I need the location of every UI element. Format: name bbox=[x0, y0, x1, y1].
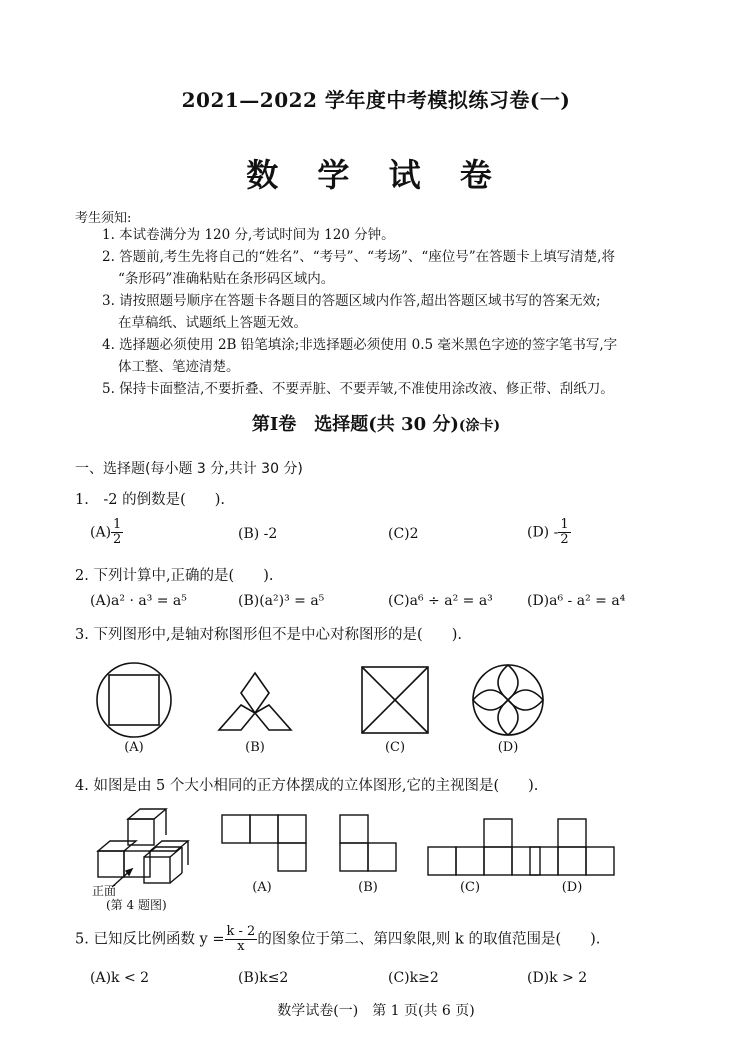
q3-figure-d bbox=[473, 665, 543, 735]
subject-title: 数 学 试 卷 bbox=[246, 156, 506, 194]
q2-option-c: (C)a⁶ ÷ a² = a³ bbox=[388, 593, 493, 609]
question-3-stem: 3. 下列图形中,是轴对称图形但不是中心对称图形的是( ). bbox=[75, 627, 462, 643]
q4-label-a: (A) bbox=[252, 880, 272, 895]
section-title-text: 第Ⅰ卷 选择题(共 30 分) bbox=[251, 414, 459, 435]
q4-label-b: (B) bbox=[358, 880, 378, 895]
notice-heading: 考生须知: bbox=[75, 211, 132, 226]
q4-option-a-figure bbox=[222, 815, 306, 871]
q3-figure-a bbox=[97, 663, 171, 737]
q4-option-b-figure bbox=[340, 815, 396, 871]
question-2-stem: 2. 下列计算中,正确的是( ). bbox=[75, 568, 274, 584]
q2-option-a: (A)a² · a³ = a⁵ bbox=[90, 593, 187, 609]
notice-list bbox=[102, 224, 672, 400]
q5-option-b: (B)k≤2 bbox=[238, 970, 289, 986]
q4-front-label: 正面 bbox=[92, 884, 117, 898]
q5-frac-num: k - 2 bbox=[226, 924, 256, 939]
notice-item: 5. 保持卡面整洁,不要折叠、不要弄脏、不要弄皱,不准使用涂改液、修正带、刮纸刀。 bbox=[102, 381, 614, 397]
q1-option-a bbox=[90, 518, 123, 547]
q5-stem-post: 的图象位于第二、第四象限,则 k 的取值范围是( ). bbox=[257, 931, 601, 948]
page-footer: 数学试卷(一) 第 1 页(共 6 页) bbox=[277, 1003, 475, 1019]
q1-d-den: 2 bbox=[560, 532, 569, 547]
section-note: (涂卡) bbox=[458, 418, 501, 434]
question-1-stem: 1. -2 的倒数是( ). bbox=[75, 492, 225, 508]
q5-option-c: (C)k≥2 bbox=[388, 970, 439, 986]
q4-label-c: (C) bbox=[459, 880, 481, 895]
q1-d-prefix: (D) - bbox=[527, 524, 559, 541]
q3-figure-b bbox=[219, 673, 291, 730]
q3-label-c: (C) bbox=[384, 740, 406, 755]
notice-item: 1. 本试卷满分为 120 分,考试时间为 120 分钟。 bbox=[102, 227, 395, 243]
q4-option-c-figure bbox=[428, 819, 540, 875]
q3-label-b: (B) bbox=[245, 740, 265, 755]
q4-caption: (第 4 题图) bbox=[106, 898, 167, 912]
q3-label-d: (D) bbox=[497, 740, 519, 755]
q5-frac-den: x bbox=[237, 939, 245, 954]
q4-option-d-figure bbox=[530, 819, 614, 875]
exam-title: 2021—2022 学年度中考模拟练习卷(一) bbox=[181, 88, 571, 112]
q2-option-b: (B)(a²)³ = a⁵ bbox=[238, 593, 325, 609]
notice-item: 体工整、笔迹清楚。 bbox=[118, 359, 240, 375]
q4-label-d: (D) bbox=[561, 880, 583, 895]
q4-solid-figure bbox=[98, 809, 188, 883]
q1-a-num: 1 bbox=[113, 517, 122, 532]
section-title bbox=[0, 410, 752, 436]
part-heading: 一、选择题(每小题 3 分,共计 30 分) bbox=[75, 461, 303, 477]
q1-a-den: 2 bbox=[113, 532, 122, 547]
notice-item: “条形码”准确粘贴在条形码区域内。 bbox=[118, 271, 335, 287]
q2-option-d: (D)a⁶ - a² = a⁴ bbox=[527, 593, 626, 609]
notice-item: 2. 答题前,考生先将自己的“姓名”、“考号”、“考场”、“座位号”在答题卡上填写清楚,将 bbox=[102, 249, 615, 265]
notice-item: 4. 选择题必须使用 2B 铅笔填涂;非选择题必须使用 0.5 毫米黑色字迹的签字笔书写,字 bbox=[102, 337, 618, 353]
q3-label-a: (A) bbox=[124, 740, 144, 755]
q3-figure-c bbox=[362, 667, 428, 733]
q3-figures bbox=[0, 655, 752, 775]
q1-a-prefix: (A) bbox=[90, 524, 112, 541]
notice-item: 3. 请按照题号顺序在答题卡各题目的答题区域内作答,超出答题区域书写的答案无效; bbox=[102, 293, 601, 309]
q5-option-a: (A)k < 2 bbox=[90, 970, 150, 986]
q1-d-fraction bbox=[558, 518, 570, 547]
q5-stem-pre: 5. 已知反比例函数 y = bbox=[75, 931, 225, 948]
q1-option-c: (C)2 bbox=[388, 526, 419, 542]
q1-a-fraction bbox=[111, 518, 123, 547]
q5-fraction bbox=[225, 925, 258, 954]
question-5-stem bbox=[75, 925, 600, 954]
question-4-stem: 4. 如图是由 5 个大小相同的正方体摆成的立体图形,它的主视图是( ). bbox=[75, 778, 539, 794]
q5-option-d: (D)k > 2 bbox=[527, 970, 588, 986]
q1-option-d bbox=[527, 518, 571, 547]
q1-d-num: 1 bbox=[560, 517, 569, 532]
notice-item: 在草稿纸、试题纸上答题无效。 bbox=[118, 315, 307, 331]
q1-option-b: (B) -2 bbox=[238, 526, 278, 542]
